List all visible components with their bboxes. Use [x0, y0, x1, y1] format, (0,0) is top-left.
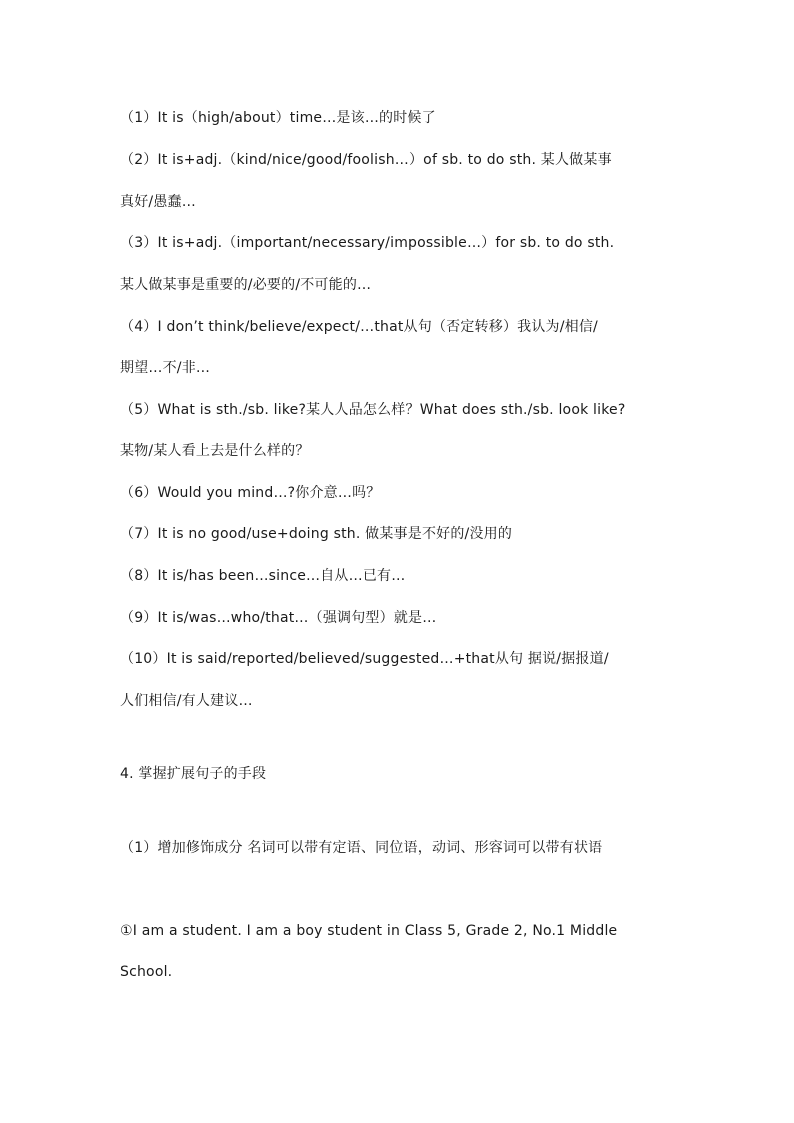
text-line: 某人做某事是重要的/必要的/不可能的…	[120, 277, 372, 293]
text-line: （5）What is sth./sb. like?某人人品怎么样？What does sth./sb. look like?	[120, 402, 626, 418]
example-sentence: ①I am a student. I am a boy student in Class 5, Grade 2, No.1 Middle	[120, 923, 618, 939]
text-line: （3）It is+adj.（important/necessary/impossible…）for sb. to do sth.	[120, 235, 615, 251]
text-line: （1）增加修饰成分 名词可以带有定语、同位语，动词、形容词可以带有状语	[120, 840, 603, 856]
text-line: 真好/愚蠢…	[120, 194, 196, 210]
text-line: （9）It is/was…who/that…（强调句型）就是…	[120, 610, 437, 626]
text-line: （10）It is said/reported/believed/suggested…+that从句 据说/据报道/	[120, 651, 609, 667]
section-heading: 4. 掌握扩展句子的手段	[120, 766, 267, 782]
text-line: （4）I don’t think/believe/expect/…that从句（否定转移）我认为/相信/	[120, 319, 598, 335]
example-sentence: School.	[120, 964, 173, 980]
text-line: （8）It is/has been…since…自从…已有…	[120, 568, 406, 584]
text-line: （6）Would you mind…?你介意…吗？	[120, 485, 381, 501]
text-line: 人们相信/有人建议…	[120, 693, 253, 709]
text-line: 期望…不/非…	[120, 360, 211, 376]
text-line: （7）It is no good/use+doing sth. 做某事是不好的/没用的	[120, 526, 513, 542]
text-line: 某物/某人看上去是什么样的？	[120, 443, 310, 459]
text-line: （2）It is+adj.（kind/nice/good/foolish…）of sb. to do sth. 某人做某事	[120, 152, 612, 168]
text-line: （1）It is（high/about）time…是该…的时候了	[120, 110, 436, 126]
